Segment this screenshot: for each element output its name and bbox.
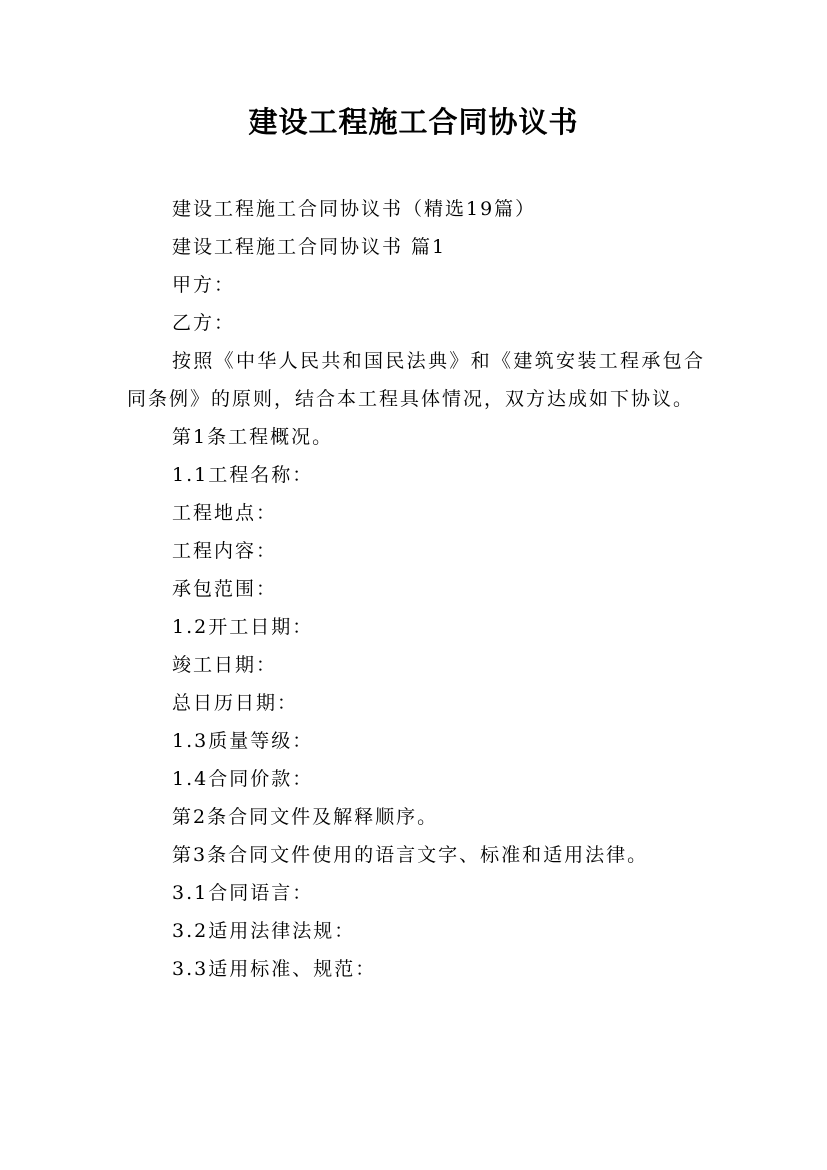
paragraph-project-name: 1.1工程名称：	[172, 464, 314, 486]
document-title: 建设工程施工合同协议书	[248, 105, 579, 139]
paragraph-project-content: 工程内容：	[172, 540, 278, 562]
paragraph-applicable-standards: 3.3适用标准、规范：	[172, 958, 377, 980]
paragraph-collection-title: 建设工程施工合同协议书（精选19篇）	[172, 198, 537, 220]
paragraph-party-a: 甲方：	[172, 274, 236, 296]
paragraph-quality-grade: 1.3质量等级：	[172, 730, 314, 752]
paragraph-start-date: 1.2开工日期：	[172, 616, 314, 638]
paragraph-preamble: 按照《中华人民共和国民法典》和《建筑安装工程承包合同条例》的原则，结合本工程具体情况，双方达成如下协议。	[127, 350, 705, 410]
paragraph-contract-price: 1.4合同价款：	[172, 768, 314, 790]
paragraph-article-2: 第2条合同文件及解释顺序。	[172, 806, 439, 828]
paragraph-completion-date: 竣工日期：	[172, 654, 278, 676]
paragraph-article-1: 第1条工程概况。	[172, 426, 334, 448]
paragraph-contract-scope: 承包范围：	[172, 578, 278, 600]
paragraph-project-location: 工程地点：	[172, 502, 278, 524]
paragraph-article-3: 第3条合同文件使用的语言文字、标准和适用法律。	[172, 844, 649, 866]
paragraph-applicable-laws: 3.2适用法律法规：	[172, 920, 356, 942]
paragraph-contract-language: 3.1合同语言：	[172, 882, 314, 904]
paragraph-party-b: 乙方：	[172, 312, 236, 334]
paragraph-section-heading: 建设工程施工合同协议书 篇1	[172, 236, 447, 258]
paragraph-total-calendar-days: 总日历日期：	[172, 692, 299, 714]
document-body	[127, 190, 705, 988]
